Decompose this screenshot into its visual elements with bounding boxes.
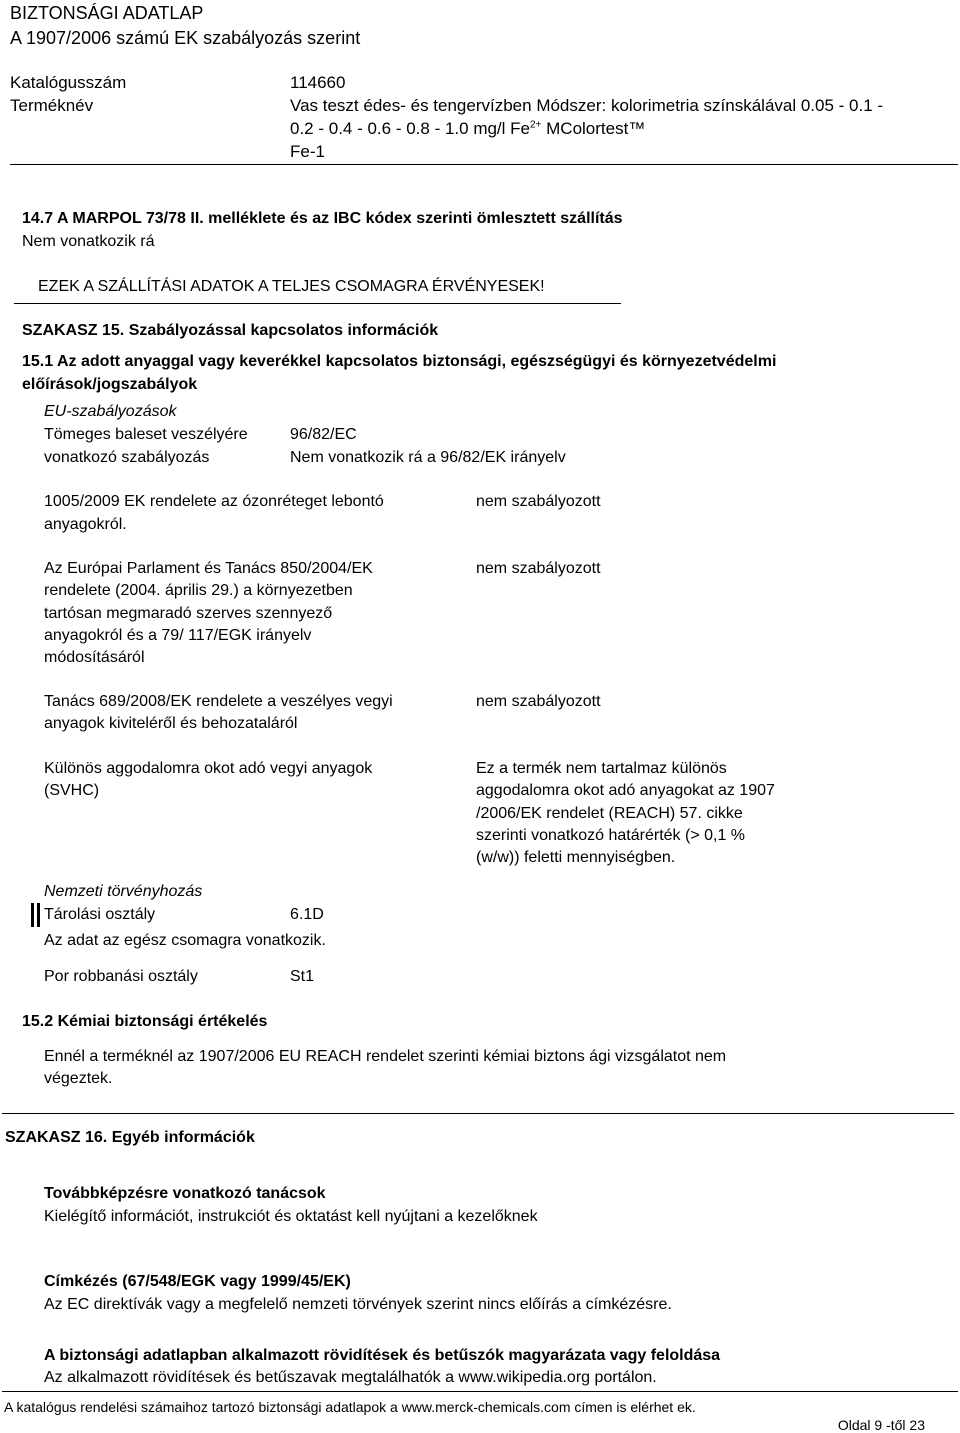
- section-15-heading: SZAKASZ 15. Szabályozással kapcsolatos információk: [22, 322, 439, 339]
- labeling-heading: Címkézés (67/548/EGK vagy 1999/45/EK): [44, 1273, 351, 1290]
- document-subtitle: A 1907/2006 számú EK szabályozás szerint: [10, 28, 361, 48]
- page-number: Oldal 9 -től 23: [837, 1417, 925, 1433]
- footer-note: A katalógus rendelési számaihoz tartozó biztonsági adatlapok a www.merck-chemicals.com címen is elérhet ek.: [4, 1399, 696, 1415]
- reg-ozone-value: nem szabályozott: [476, 493, 601, 510]
- svhc-value-line5: (w/w)) feletti mennyiségben.: [476, 849, 676, 866]
- storage-class-label: Tárolási osztály: [44, 906, 156, 923]
- svhc-value-line4: szerinti vonatkozó határérték (> 0,1 %: [476, 827, 746, 844]
- reg-pop-value: nem szabályozott: [476, 560, 601, 577]
- dust-class-label: Por robbanási osztály: [44, 968, 198, 985]
- section-15-1-heading-line2: előírások/jogszabályok: [22, 376, 198, 393]
- labeling-text: Az EC direktívák vagy a megfelelő nemzeti törvények szerint nincs előírás a címkézésre.: [44, 1296, 672, 1313]
- seveso-label-line2: vonatkozó szabályozás: [44, 449, 210, 466]
- reg-pop-line4: anyagokról és a 79/ 117/EGK irányelv: [44, 627, 312, 644]
- training-heading: Továbbképzésre vonatkozó tanácsok: [44, 1185, 326, 1202]
- svhc-value-line3: /2006/EK rendelet (REACH) 57. cikke: [476, 805, 743, 822]
- reg-pop-line2: rendelete (2004. április 29.) a környezetben: [44, 582, 353, 599]
- chemical-safety-text-line2: végeztek.: [44, 1070, 113, 1087]
- reg-pop-line1: Az Európai Parlament és Tanács 850/2004/EK: [44, 560, 373, 577]
- catalog-value: 114660: [290, 73, 346, 92]
- svhc-label-line1: Különös aggodalomra okot adó vegyi anyagok: [44, 760, 373, 777]
- section-14-7-value: Nem vonatkozik rá: [22, 233, 155, 250]
- catalog-label: Katalógusszám: [10, 73, 127, 92]
- product-label: Terméknév: [10, 96, 94, 115]
- section-16-heading: SZAKASZ 16. Egyéb információk: [5, 1129, 255, 1146]
- footer-divider: [2, 1391, 958, 1392]
- reg-pop-line3: tartósan megmaradó szerves szennyező: [44, 605, 333, 622]
- seveso-value-line2: Nem vonatkozik rá a 96/82/EK irányelv: [290, 449, 566, 466]
- document-title: BIZTONSÁGI ADATLAP: [10, 3, 204, 23]
- chemical-safety-text-line1: Ennél a terméknél az 1907/2006 EU REACH rendelet szerinti kémiai biztons ági vizsgálatot nem: [44, 1048, 727, 1065]
- transport-note-divider: [14, 303, 621, 304]
- training-text: Kielégítő információt, instrukciót és oktatást kell nyújtani a kezelőknek: [44, 1208, 538, 1225]
- seveso-label-line1: Tömeges baleset veszélyére: [44, 426, 248, 443]
- section-15-1-heading-line1: 15.1 Az adott anyaggal vagy keverékkel kapcsolatos biztonsági, egészségügyi és környezetvédelmi: [22, 353, 777, 370]
- svhc-value-line1: Ez a termék nem tartalmaz különös: [476, 760, 727, 777]
- product-name-line1: Vas teszt édes- és tengervízben Módszer: kolorimetria színskálával 0.05 - 0.1 -: [290, 96, 884, 115]
- reg-export-value: nem szabályozott: [476, 693, 601, 710]
- product-name-line3: Fe-1: [290, 142, 325, 161]
- change-marker-bar: [37, 903, 40, 927]
- seveso-value-line1: 96/82/EC: [290, 426, 357, 443]
- svhc-label-line2: (SVHC): [44, 782, 100, 799]
- product-name-line2: 0.2 - 0.4 - 0.6 - 0.8 - 1.0 mg/l $Fe^{2+}$ MColortest™: [290, 119, 646, 138]
- reg-ozone-line2: anyagokról.: [44, 516, 127, 533]
- svhc-value-line2: aggodalomra okot adó anyagokat az 1907: [476, 782, 775, 799]
- section-14-7-heading: 14.7 A MARPOL 73/78 II. melléklete és az IBC kódex szerinti ömlesztett szállítás: [22, 210, 623, 227]
- header-divider: [10, 164, 958, 165]
- storage-class-value: 6.1D: [290, 906, 324, 923]
- national-legislation-label: Nemzeti törvényhozás: [44, 883, 203, 900]
- change-marker-bar: [31, 903, 34, 927]
- section-divider: [2, 1113, 954, 1114]
- storage-class-note: Az adat az egész csomagra vonatkozik.: [44, 932, 326, 949]
- eu-regulations-label: EU-szabályozások: [44, 403, 177, 420]
- transport-note: EZEK A SZÁLLÍTÁSI ADATOK A TELJES CSOMAGRA ÉRVÉNYESEK!: [38, 278, 545, 295]
- abbreviations-text: Az alkalmazott rövidítések és betűszavak megtalálhatók a www.wikipedia.org portálon.: [44, 1369, 657, 1386]
- reg-export-line1: Tanács 689/2008/EK rendelete a veszélyes vegyi: [44, 693, 393, 710]
- dust-class-value: St1: [290, 968, 315, 985]
- abbreviations-heading: A biztonsági adatlapban alkalmazott rövidítések és betűszók magyarázata vagy feloldása: [44, 1347, 721, 1364]
- reg-export-line2: anyagok kiviteléről és behozataláról: [44, 715, 298, 732]
- section-15-2-heading: 15.2 Kémiai biztonsági értékelés: [22, 1013, 268, 1030]
- reg-pop-line5: módosításáról: [44, 649, 145, 666]
- reg-ozone-line1: 1005/2009 EK rendelete az ózonréteget lebontó: [44, 493, 384, 510]
